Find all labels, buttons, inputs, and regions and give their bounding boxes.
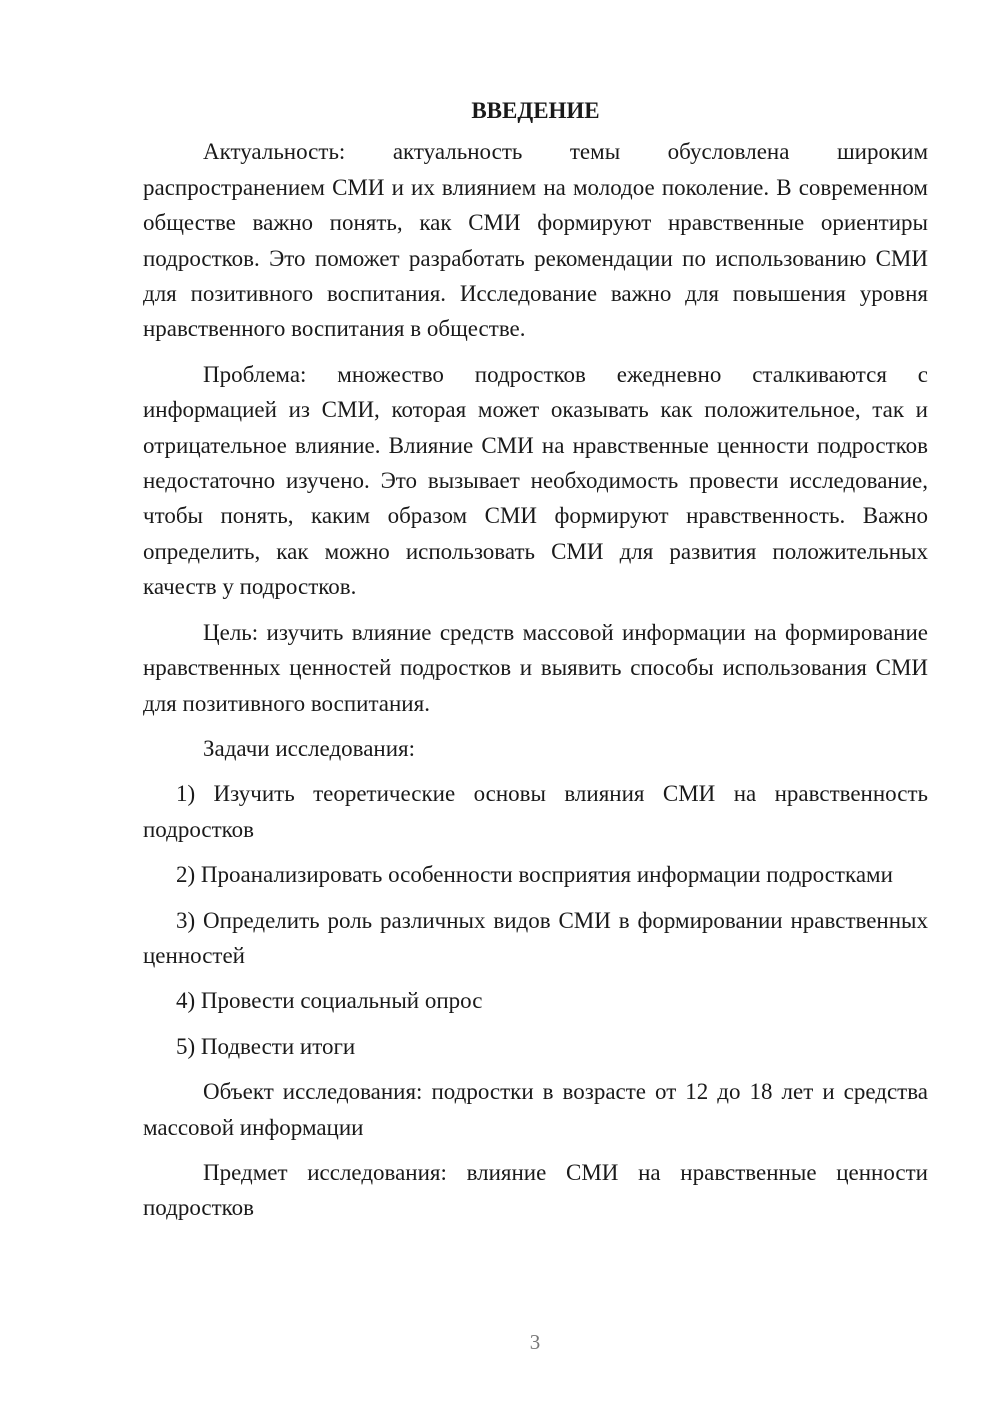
research-object-paragraph: Объект исследования: подростки в возрасте от 12 до 18 лет и средства массовой информации bbox=[143, 1079, 928, 1140]
document-page bbox=[143, 93, 928, 1236]
task-item-3: 3) Определить роль различных видов СМИ в формировании нравственных ценностей bbox=[143, 907, 928, 968]
problem-paragraph: Проблема: множество подростков ежедневно сталкиваются с информацией из СМИ, которая может оказывать как положительное, так и отрицательное влияние. Влияние СМИ на нравственные ценности подростков недостаточно изучено. Это вызывает необходимость провести исследование, чтобы понять, каким образом СМИ формируют нравственность. Важно определить, как можно использовать СМИ для развития положительных качеств у подростков. bbox=[143, 361, 928, 600]
page-number: 3 bbox=[529, 1330, 541, 1354]
tasks-heading: Задачи исследования: bbox=[203, 735, 416, 761]
task-item-5: 5) Подвести итоги bbox=[176, 1033, 356, 1059]
research-subject-paragraph: Предмет исследования: влияние СМИ на нравственные ценности подростков bbox=[143, 1159, 928, 1221]
goal-paragraph: Цель: изучить влияние средств массовой информации на формирование нравственных ценностей подростков и выявить способы использования СМИ для позитивного воспитания. bbox=[143, 619, 928, 716]
document-title: ВВЕДЕНИЕ bbox=[471, 98, 600, 123]
task-item-4: 4) Провести социальный опрос bbox=[176, 988, 483, 1014]
relevance-paragraph: Актуальность: актуальность темы обусловлена широким распространением СМИ и их влиянием на молодое поколение. В современном обществе важно понять, как СМИ формируют нравственные ориентиры подростков. Это поможет разработать рекомендации по использованию СМИ для позитивного воспитания. Исследование важно для повышения уровня нравственного воспитания в обществе. bbox=[143, 139, 928, 342]
task-item-2: 2) Проанализировать особенности восприятия информации подростками bbox=[176, 862, 893, 888]
task-item-1: 1) Изучить теоретические основы влияния СМИ на нравственность подростков bbox=[143, 781, 928, 842]
